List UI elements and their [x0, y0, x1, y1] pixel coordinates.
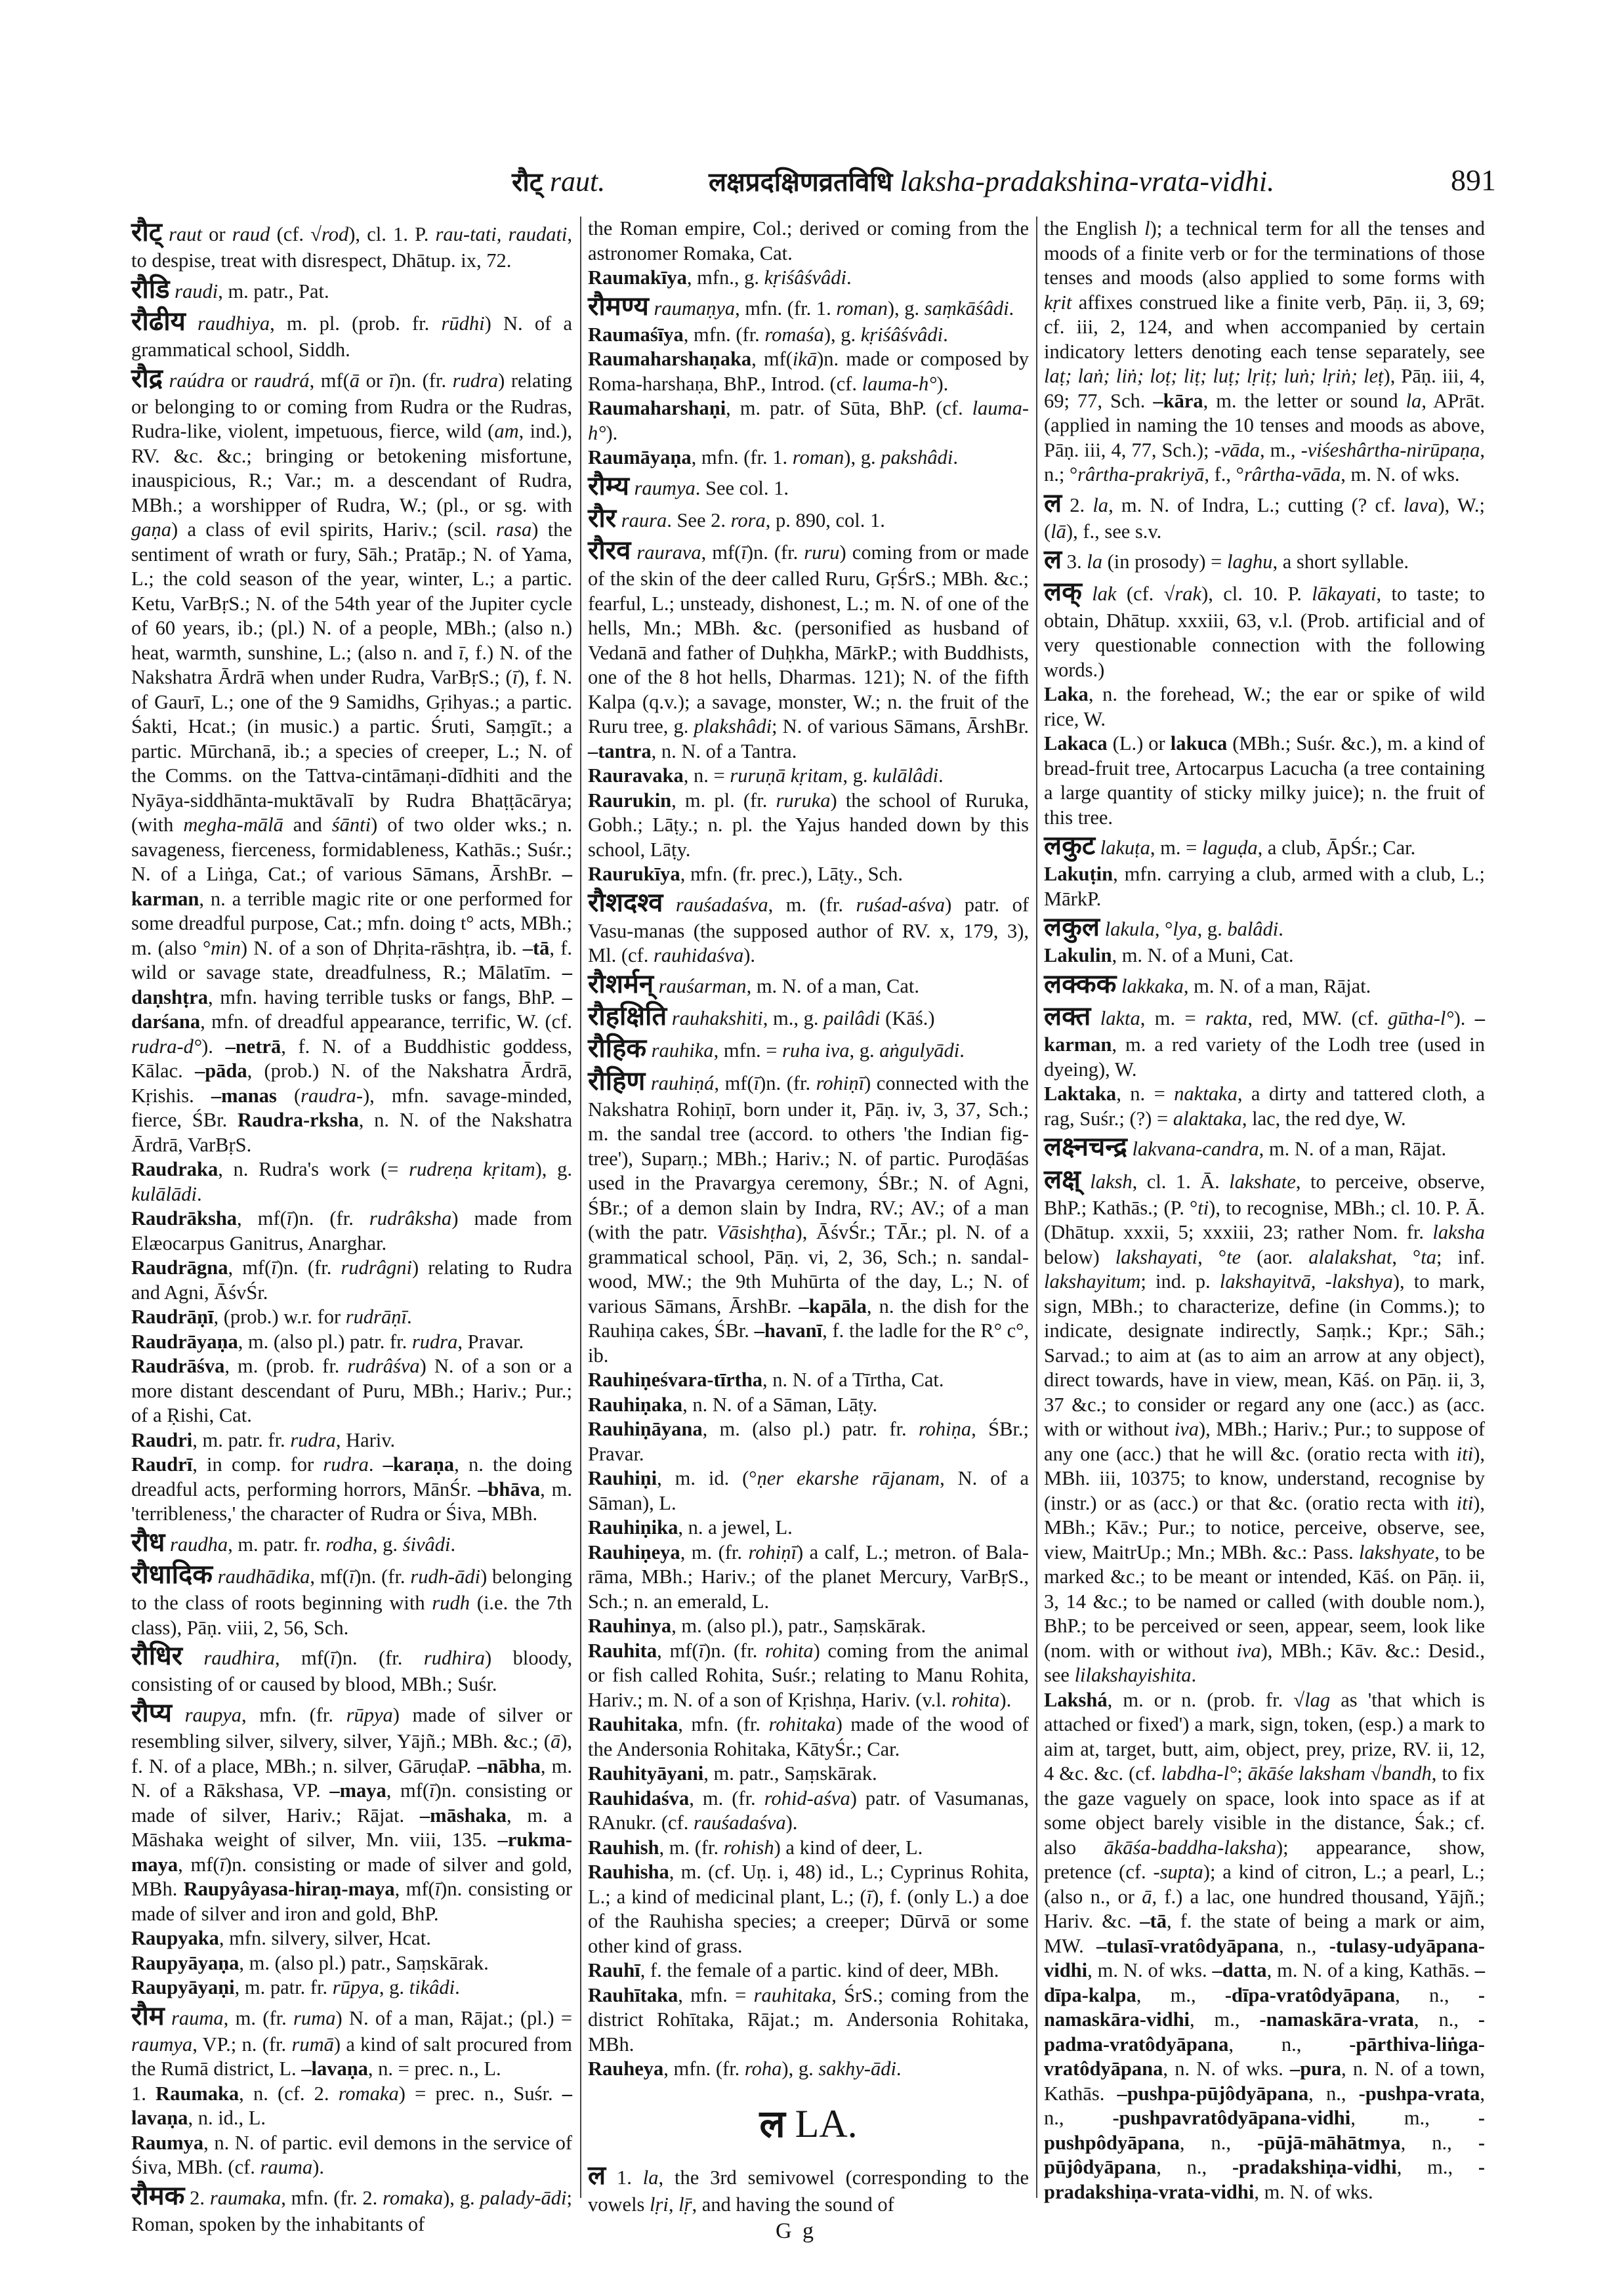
dictionary-entry: रौहक्षिति rauhakshiti, m., g. pailâdi (Kāś.): [588, 1001, 935, 1032]
dictionary-entry: रौरव raurava, mf(ī)n. (fr. ruru) coming from or made of the skin of the deer called Ruru, GṛŚrS.; MBh. &c.; fearful, L.; unsteady, dishonest, L.; m. N. of one of the hells, Mn.; MBh. &c. (personified as husband of Vedanā and father of Duḥkha, MārkP.; with Buddhists, one of the 8 hot hells, Dharmas. 121); N. of the fifth Kalpa (q.v.); a savage, monster, W.; n. the fruit of the Ruru tree, g. plakshâdi; N. of various Sāmans, ĀrshBr. –tantra, n. N. of a Tantra.: [588, 535, 1030, 762]
dictionary-entry: 1. Raumaka, n. (cf. 2. romaka) = prec. n., Suśr. –lavaṇa, n. id., L.: [131, 2082, 572, 2130]
header-left-devanagari: रौट्: [512, 167, 543, 197]
dictionary-entry: Raudrāksha, mf(ī)n. (fr. rudrâksha) made from Elæocarpus Ganitrus, Anarghar.: [131, 1207, 572, 1254]
dictionary-entry: लक् lak (cf. √rak), cl. 10. P. lākayati, to taste; to obtain, Dhātup. xxxiii, 63, v.l. (Prob. artificial and of very questionable connection with the following words.): [1044, 577, 1486, 681]
dictionary-entry: Laka, n. the forehead, W.; the ear or spike of wild rice, W.: [1044, 683, 1485, 730]
dictionary-entry: लक्ष्नचन्द्र lakvana-candra, m. N. of a man, Rājat.: [1044, 1132, 1447, 1163]
dictionary-entry: रौप्य raupya, mfn. (fr. rūpya) made of silver or resembling silver, silvery, silver, Yājñ.; MBh. &c.; (ā), f. N. of a place, MBh.; n. silver, GāruḍaP. –nābha, m. N. of a Rākshasa, VP. –maya, mf(ī)n. consisting or made of silver, Hariv.; Rājat. –māshaka, m. a Māshaka weight of silver, Mn. viii, 135. –rukma-maya, mf(ī)n. consisting or made of silver and gold, MBh. Raupyâyasa-hiraṇ-maya, mf(ī)n. consisting or made of silver and iron and gold, BhP.: [131, 1697, 573, 1925]
dictionary-entry: रौमक 2. raumaka, mfn. (fr. 2. romaka), g. palady-ādi; Roman, spoken by the inhabitants of: [131, 2180, 573, 2235]
dictionary-entry: Raurukīya, mfn. (fr. prec.), Lāṭy., Sch.: [588, 863, 904, 886]
dictionary-entry: Lakshá, m. or n. (prob. fr. √lag as 'that which is attached or fixed') a mark, sign, token, (esp.) a mark to aim at, target, butt, aim, object, prey, prize, RV. ii, 12, 4 &c. &c. (cf. labdha-l°; ākāśe laksham √bandh, to fix the gaze vaguely on space, look into space as if at some object barely visible in the distance, Śak.; cf. also ākāśa-baddha-laksha); appearance, show, pretence (cf. -supta); a kind of citron, L.; a pearl, L.; (also n., or ā, f.) a lac, one hundred thousand, Yājñ.; Hariv. &c. –tā, f. the state of being a mark or aim, MW. –tulasī-vratôdyāpana, n., -tulasy-udyāpana-vidhi, m. N. of wks. –datta, m. N. of a king, Kathās. –dīpa-kalpa, m., -dīpa-vratôdyāpana, n., -namaskāra-vidhi, m., -namaskāra-vrata, n., -padma-vratôdyāpana, n., -pārthiva-liṅga-vratôdyāpana, n. N. of wks. –pura, n. N. of a town, Kathās. –pushpa-pūjôdyāpana, n., -pushpa-vrata, n., -pushpavratôdyāpana-vidhi, m., -pushpôdyāpana, n., -pūjā-māhātmya, n., -pūjôdyāpana, n., -pradakshiṇa-vidhi, m., -pradakshiṇa-vrata-vidhi, m. N. of wks.: [1044, 1688, 1486, 2203]
dictionary-entry: Raudraka, n. Rudra's work (= rudreṇa kṛitam), g. kulālādi.: [131, 1158, 572, 1205]
header-left-latin: raut.: [549, 165, 606, 197]
dictionary-entry: लक्ष् laksh, cl. 1. Ā. lakshate, to perceive, observe, BhP.; Kathās.; (P. °ti), to recognise, MBh.; cl. 10. P. Ā. (Dhātup. xxxii, 5; xxxiii, 23; rather Nom. fr. laksha below) lakshayati, °te (aor. alalakshat, °ta; inf. lakshayitum; ind. p. lakshayitvā, -lakshya), to mark, sign, MBh.; to characterize, define (in Comms.); to indicate, designate indirectly, Saṃk.; Kpr.; Sāh.; Sarvad.; to aim at (as to aim an arrow at any object), direct towards, have in view, mean, Kāś. on Pāṇ. ii, 3, 37 &c.; to consider or regard any one (acc.) as (acc. with or without iva), MBh.; Hariv.; Pur.; to suppose of any one (acc.) that he will &c. (oratio recta with iti), MBh. iii, 10375; to know, understand, recognise by (instr.) or as (acc.) or that &c. (oratio recta with iti), MBh.; Kāv.; Pur.; to notice, perceive, observe, see, view, MaitrUp.; Mn.; MBh. &c.: Pass. lakshyate, to be marked &c.; to be meant or intended, Kāś. on Pāṇ. ii, 3, 14 &c.; to be named or called (with double nom.), BhP.; to be perceived or seen, appear, seem, look like (nom. with or without iva), MBh.; Kāv. &c.: Desid., see lilakshayishita.: [1044, 1164, 1485, 1687]
dictionary-entry: रौर raura. See 2. rora, p. 890, col. 1.: [588, 503, 885, 533]
dictionary-entry: रौम rauma, m. (fr. ruma) N. of a man, Rājat.; (pl.) = raumya, VP.; n. (fr. rumā) a kind of salt procured from the Rumā district, L. –lavaṇa, n. = prec. n., L.: [131, 2000, 573, 2080]
column-rule-1: [580, 217, 581, 2198]
dictionary-entry: the English l); a technical term for all the tenses and moods of a finite verb or for the terminations of those tenses and moods (also applied to some forms with kṛit affixes construed like a finite verb, Pāṇ. ii, 3, 69; cf. iii, 2, 124, and when accompanied by certain indicatory letters denoting each tense separately, see laṭ; laṅ; liṅ; loṭ; liṭ; luṭ; lṛiṭ; luṅ; lṛiṅ; leṭ), Pāṇ. iii, 4, 69; 77, Sch. –kāra, m. the letter or sound la, APrāt. (applied in naming the 10 tenses and moods as above, Pāṇ. iii, 4, 77, Sch.); -vāda, m., -viśeshârtha-nirūpaṇa, n.; °rârtha-prakriyā, f., °rârtha-vāda, m. N. of wks.: [1044, 217, 1486, 486]
dictionary-entry: Lakulin, m. N. of a Muni, Cat.: [1044, 944, 1294, 967]
column-2: [588, 217, 1030, 2216]
column-2-entries: [588, 217, 1029, 2082]
dictionary-entry: Raudrī, in comp. for rudra. –karaṇa, n. the doing dreadful acts, performing horrors, MānŚr. –bhāva, m. 'terribleness,' the character of Rudra or Śiva, MBh.: [131, 1453, 572, 1525]
dictionary-entry: Rauravaka, n. = ruruṇā kṛitam, g. kulālâdi.: [588, 764, 944, 787]
section-heading-latin: LA.: [795, 2101, 858, 2145]
dictionary-entry: रौशदश्व rauśadaśva, m. (fr. ruśad-aśva) patr. of Vasu-manas (the supposed author of RV. x, 179, 3), Ml. (cf. rauhidaśva).: [588, 887, 1030, 967]
dictionary-entry: रौमण्य raumaṇya, mfn. (fr. 1. roman), g. saṃkāśâdi.: [588, 291, 1014, 321]
dictionary-entry: Rauhiṇi, m. id. (°ṇer ekarshe rājanam, N. of a Sāman), L.: [588, 1467, 1029, 1514]
dictionary-entry: Raumakīya, mfn., g. kṛiśâśvâdi.: [588, 266, 852, 289]
dictionary-entry: Raumāyaṇa, mfn. (fr. 1. roman), g. pakshâdi.: [588, 446, 958, 469]
header-right-devanagari: लक्षप्रदक्षिणव्रतविधि: [709, 167, 893, 197]
dictionary-entry: Raudrāyaṇa, m. (also pl.) patr. fr. rudra, Pravar.: [131, 1330, 524, 1353]
dictionary-entry: Rauhidaśva, m. (fr. rohid-aśva) patr. of Vasumanas, RAnukr. (cf. rauśadaśva).: [588, 1787, 1029, 1834]
signature-mark: G g: [776, 2219, 817, 2243]
dictionary-entry: Rauhiṇaka, n. N. of a Sāman, Lāṭy.: [588, 1393, 878, 1416]
dictionary-entry: Raumaśīya, mfn. (fr. romaśa), g. kṛiśâśvâdi.: [588, 323, 948, 346]
dictionary-entry: ल 2. la, m. N. of Indra, L.; cutting (? cf. lava), W.; (lā), f., see s.v.: [1044, 487, 1485, 543]
column-3: [1044, 217, 1486, 2203]
dictionary-entry: Raudrāgna, mf(ī)n. (fr. rudrâgni) relating to Rudra and Agni, ĀśvŚr.: [131, 1256, 572, 1304]
dictionary-entry: Raudrāṇī, (prob.) w.r. for rudrāṇī.: [131, 1306, 412, 1329]
page-header: [112, 163, 1509, 205]
page-number: 891: [1451, 163, 1496, 197]
header-right-latin: laksha-pradakshina-vrata-vidhi.: [900, 165, 1275, 197]
dictionary-entry: रौध raudha, m. patr. fr. rodha, g. śivâdi.: [131, 1527, 456, 1558]
dictionary-entry: रौधादिक raudhādika, mf(ī)n. (fr. rudh-ādi) belonging to the class of roots beginning with rudh (i.e. the 7th class), Pāṇ. viii, 2, 56, Sch.: [131, 1559, 573, 1639]
dictionary-entry: रौम्य raumya. See col. 1.: [588, 470, 789, 501]
dictionary-entry: रौडि raudi, m. patr., Pat.: [131, 274, 329, 304]
dictionary-entry: Raudri, m. patr. fr. rudra, Hariv.: [131, 1428, 396, 1451]
dictionary-entry: Rauhiṇeśvara-tīrtha, n. N. of a Tīrtha, Cat.: [588, 1369, 944, 1392]
column-1: [131, 217, 573, 2235]
dictionary-entry: Raupyaka, mfn. silvery, silver, Hcat.: [131, 1927, 431, 1949]
header-left-guide: [512, 163, 605, 199]
dictionary-entry: Rauhiṇāyana, m. (also pl.) patr. fr. rohiṇa, ŚBr.; Pravar.: [588, 1418, 1029, 1465]
dictionary-entry: लक्त lakta, m. = rakta, red, MW. (cf. gūtha-l°). –karman, m. a red variety of the Lodh tree (used in dyeing), W.: [1044, 1001, 1486, 1081]
dictionary-entry: Rauhiṇika, n. a jewel, L.: [588, 1516, 793, 1539]
dictionary-entry: Lakaca (L.) or lakuca (MBh.; Suśr. &c.), m. a kind of bread-fruit tree, Artocarpus Lacucha (a tree containing a large quantity of sticky milky juice); n. the fruit of this tree.: [1044, 732, 1485, 829]
dictionary-entry: Rauhitaka, mfn. (fr. rohitaka) made of the wood of the Andersonia Rohitaka, KātyŚr.; Car.: [588, 1713, 1029, 1760]
dictionary-entry: Lakuṭin, mfn. carrying a club, armed with a club, L.; MārkP.: [1044, 863, 1485, 910]
dictionary-entry: Rauheya, mfn. (fr. roha), g. sakhy-ādi.: [588, 2057, 902, 2080]
dictionary-entry: रौट् raut or raud (cf. √rod), cl. 1. P. rau-tati, raudati, to despise, treat with disrespect, Dhātup. ix, 72.: [131, 217, 573, 272]
header-right-guide: [709, 163, 1274, 199]
dictionary-entry: Rauhiṇeya, m. (fr. rohiṇī) a calf, L.; metron. of Bala-rāma, MBh.; Hariv.; of the planet Mercury, VarBṛS., Sch.; n. an emerald, L.: [588, 1540, 1029, 1613]
dictionary-entry: रौशर्मन् rauśarman, m. N. of a man, Cat.: [588, 968, 919, 999]
dictionary-entry: ल 3. la (in prosody) = laghu, a short syllable.: [1044, 545, 1409, 575]
dictionary-entry: Raudrāśva, m. (prob. fr. rudrâśva) N. of a son or a more distant descendant of Puru, MBh.; Hariv.; Pur.; of a Ṛishi, Cat.: [131, 1355, 572, 1427]
dictionary-entry: लकुट lakuṭa, m. = laguḍa, a club, ĀpŚr.; Car.: [1044, 831, 1416, 861]
column-rule-2: [1036, 217, 1037, 2198]
dictionary-entry: लकुल lakula, °lya, g. balâdi.: [1044, 912, 1283, 943]
dictionary-entry: Rauhītaka, mfn. = rauhitaka, ŚrS.; coming from the district Rohītaka, Rājat.; m. Andersonia Rohitaka, MBh.: [588, 1983, 1029, 2056]
dictionary-entry: Rauhisha, m. (cf. Uṇ. i, 48) id., L.; Cyprinus Rohita, L.; a kind of medicinal plant, L.; (ī), f. (only L.) a doe of the Rauhisha species; a creeper; Dūrvā or some other kind of grass.: [588, 1861, 1029, 1957]
entry-la-1: ल 1. la, the 3rd semivowel (corresponding to the vowels lṛi, lṝ, and having the sound of: [588, 2161, 1030, 2216]
dictionary-entry: Rauhityāyani, m. patr., Saṃskārak.: [588, 1762, 877, 1785]
dictionary-entry: Raurukin, m. pl. (fr. ruruka) the school of Ruruka, Gobh.; Lāṭy.; n. pl. the Yajus handed down by this school, Lāṭy.: [588, 789, 1029, 861]
dictionary-entry: रौढीय raudhiya, m. pl. (prob. fr. rūdhi) N. of a grammatical school, Siddh.: [131, 306, 572, 362]
dictionary-entry: रौद्र raúdra or raudrá, mf(ā or ī)n. (fr. rudra) relating or belonging to or coming from Rudra or the Rudras, Rudra-like, violent, impetuous, fierce, wild (am, ind.), RV. &c. &c.; bringing or betokening misfortune, inauspicious, R.; Var.; m. a descendant of Rudra, MBh.; a worshipper of Rudra, W.; (pl., or sg. with gaṇa) a class of evil spirits, Hariv.; (scil. rasa) the sentiment of wrath or fury, Sāh.; Pratāp.; N. of Yama, L.; the cold season of the year, winter, L.; a partic. Ketu, VarBṛS.; N. of the 54th year of the Jupiter cycle of 60 years, ib.; (pl.) N. of a people, MBh.; (also n.) heat, warmth, sunshine, L.; (also n. and ī, f.) N. of the Nakshatra Ārdrā when under Rudra, VarBṛS.; (ī), f. N. of Gaurī, L.; one of the 9 Samidhs, Gṛihyas.; a partic. Śakti, Hcat.; (in music.) a partic. Śruti, Saṃgīt.; a partic. Mūrchanā, ib.; a species of creeper, L.; N. of the Comms. on the Tattva-cintāmaṇi-dīdhiti and the Nyāya-siddhānta-muktāvalī by Rudra Bhaṭṭācārya; (with megha-mālā and śānti) of two older wks.; n. savageness, fierceness, formidableness, Kathās.; Suśr.; N. of a Liṅga, Cat.; of various Sāmans, ĀrshBr. –karman, n. a terrible magic rite or one performed for some dreadful purpose, Cat.; mfn. doing t° acts, MBh.; m. (also °min) N. of a son of Dhṛita-rāshṭra, ib. –tā, f. wild or savage state, dreadfulness, R.; Mālatīm. –daṇshṭra, mfn. having terrible tusks or fangs, BhP. –darśana, mfn. of dreadful appearance, terrific, W. (cf. rudra-d°). –netrā, f. N. of a Buddhistic goddess, Kālac. –pāda, (prob.) N. of the Nakshatra Ārdrā, Kṛishis. –manas (raudra-), mfn. savage-minded, fierce, ŚBr. Raudra-rksha, n. N. of the Nakshatra Ārdrā, VarBṛS.: [131, 363, 573, 1156]
dictionary-entry: रौहिक rauhika, mfn. = ruha iva, g. aṅgulyādi.: [588, 1033, 965, 1064]
dictionary-entry: रौहिण rauhiṇá, mf(ī)n. (fr. rohiṇī) connected with the Nakshatra Rohiṇī, born under it, Pāṇ. iv, 3, 37, Sch.; m. the sandal tree (accord. to others 'the Indian fig-tree'), Suparṇ.; MBh.; Hariv.; N. of partic. Puroḍāśas used in the Pravargya ceremony, ŚBr.; N. of Agni, ŚBr.; of a demon slain by Indra, RV.; AV.; of a man (with the patr. Vāsishṭha), ĀśvŚr.; TĀr.; pl. N. of a grammatical school, Pāṇ. vi, 2, 36, Sch.; n. sandal-wood, MW.; the 9th Muhūrta of the day, L.; N. of various Sāmans, ĀrshBr. –kapāla, n. the dish for the Rauhiṇa cakes, ŚBr. –havanī, f. the ladle for the R° c°, ib.: [588, 1065, 1030, 1367]
dictionary-entry: Rauhinya, m. (also pl.), patr., Saṃskārak.: [588, 1615, 927, 1638]
section-heading-devanagari: ल: [759, 2101, 785, 2146]
dictionary-entry: Raupyāyaṇi, m. patr. fr. rūpya, g. tikâdi.: [131, 1976, 460, 1998]
dictionary-entry: लक्कक lakkaka, m. N. of a man, Rājat.: [1044, 968, 1371, 999]
section-heading-la: [588, 2100, 1029, 2149]
dictionary-entry: Rauhī, f. the female of a partic. kind of deer, MBh.: [588, 1959, 999, 1982]
dictionary-entry: Rauhita, mf(ī)n. (fr. rohita) coming from the animal or fish called Rohita, Suśr.; relating to Manu Rohita, Hariv.; m. N. of a son of Kṛishṇa, Hariv. (v.l. rohita).: [588, 1639, 1030, 1711]
dictionary-entry: Raumaharshaṇaka, mf(ikā)n. made or composed by Roma-harshaṇa, BhP., Introd. (cf. lauma-h°).: [588, 348, 1029, 395]
dictionary-entry: Laktaka, n. = naktaka, a dirty and tattered cloth, a rag, Suśr.; (?) = alaktaka, lac, the red dye, W.: [1044, 1083, 1485, 1130]
dictionary-entry: Rauhish, m. (fr. rohish) a kind of deer, L.: [588, 1836, 923, 1859]
dictionary-entry: the Roman empire, Col.; derived or coming from the astronomer Romaka, Cat.: [588, 217, 1029, 264]
dictionary-entry: रौधिर raudhira, mf(ī)n. (fr. rudhira) bloody, consisting of or caused by blood, MBh.; Suśr.: [131, 1641, 572, 1696]
dictionary-entry: Raumaharshaṇi, m. patr. of Sūta, BhP. (cf. lauma-h°).: [588, 397, 1029, 444]
dictionary-entry: Raupyāyaṇa, m. (also pl.) patr., Saṃskārak.: [131, 1951, 489, 1974]
dictionary-entry: Raumya, n. N. of partic. evil demons in the service of Śiva, MBh. (cf. rauma).: [131, 2131, 572, 2179]
